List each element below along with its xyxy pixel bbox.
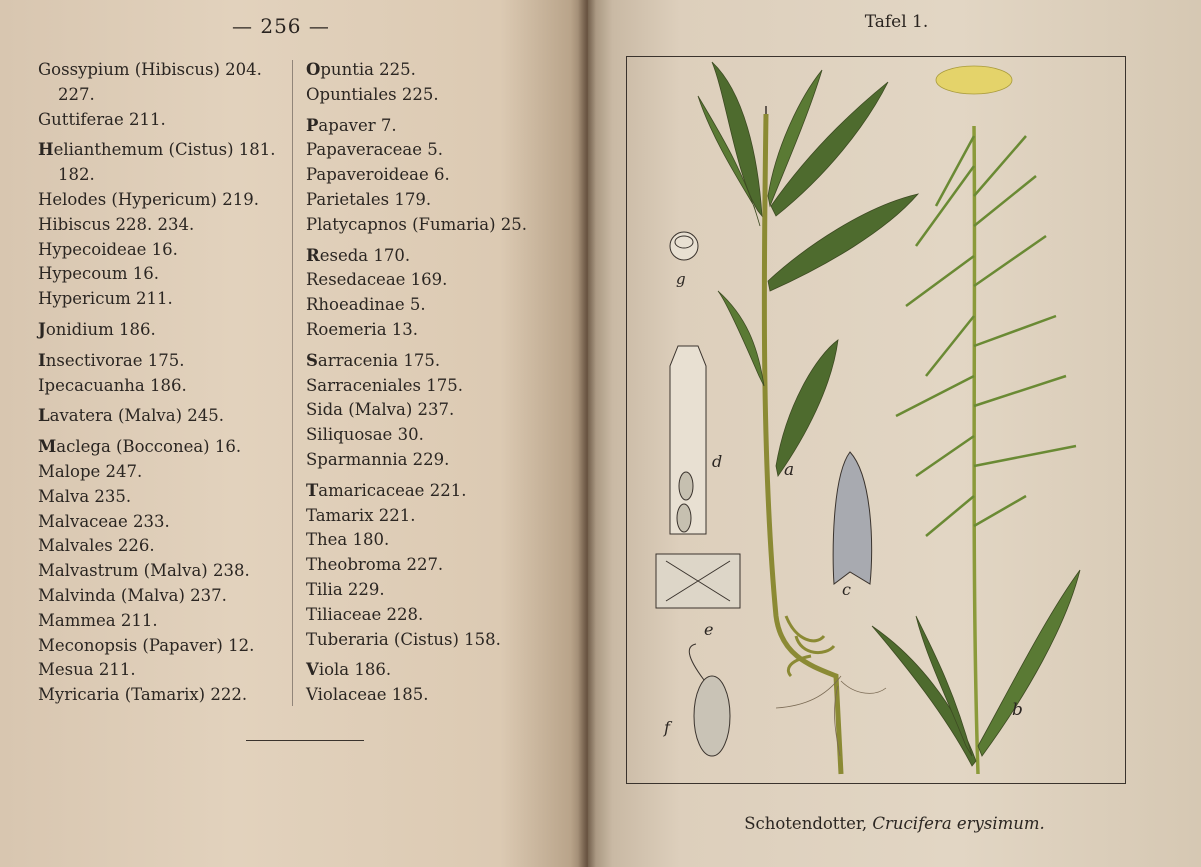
entry-text: Thea 180. [306, 530, 390, 550]
botanical-illustration [626, 56, 1126, 784]
entry-text: Ipecacuanha 186. [38, 375, 187, 395]
leaf [978, 570, 1080, 756]
index-entry [38, 138, 276, 163]
leaf [768, 194, 918, 291]
index-entry [38, 460, 276, 485]
figure-label-b: b [1012, 700, 1023, 720]
detail-d [670, 346, 706, 534]
entry-text: Malope 247. [38, 461, 143, 481]
index-entry [306, 504, 527, 529]
index-entry [38, 318, 276, 343]
index-entry [306, 553, 527, 578]
index-entry [38, 510, 276, 535]
entry-text: Gossypium (Hibiscus) 204. [38, 60, 262, 79]
entry-text: Malvales 226. [38, 536, 155, 556]
figure-label-g: g [676, 270, 686, 288]
index-entry [38, 262, 276, 287]
plant-a [698, 62, 918, 774]
entry-text: eseda 170. [319, 245, 411, 265]
index-entry [306, 213, 527, 238]
entry-text: 182. [58, 165, 95, 185]
index-entry [38, 108, 276, 133]
index-entry [306, 628, 527, 653]
index-entry [306, 349, 527, 374]
entry-text: Parietales 179. [306, 189, 432, 209]
index-entry [306, 293, 527, 318]
entry-text: puntia 225. [320, 60, 416, 79]
entry-text: Hibiscus 228. 234. [38, 214, 195, 234]
entry-text: Theobroma 227. [306, 555, 444, 575]
entry-text: Malvaceae 233. [38, 511, 170, 531]
index-entry [38, 609, 276, 634]
entry-text: elianthemum (Cistus) 181. [53, 140, 276, 160]
plate-caption [588, 814, 1201, 833]
index-entry [38, 238, 276, 263]
index-entry [306, 114, 527, 139]
index-entry [306, 83, 527, 108]
index-entry [306, 658, 527, 683]
entry-text: Sparmannia 229. [306, 449, 450, 469]
index-entry [38, 404, 276, 429]
entry-text: nsectivorae 175. [45, 350, 185, 370]
entry-text: Platycapnos (Fumaria) 25. [306, 214, 528, 234]
figure-label-c: c [842, 580, 851, 599]
index-entry [38, 349, 276, 374]
index-entry [38, 374, 276, 399]
index-entry [306, 479, 527, 504]
index-entry [306, 423, 527, 448]
index-entry [306, 603, 527, 628]
index-entry [38, 634, 276, 659]
entry-text: Hypecoideae 16. [38, 239, 178, 259]
entry-initial: O [306, 60, 321, 79]
index-entry [38, 188, 276, 213]
index-entry [306, 683, 527, 708]
entry-text: Malvinda (Malva) 237. [38, 585, 227, 605]
entry-initial: R [306, 245, 320, 265]
entry-text: aclega (Bocconea) 16. [56, 437, 242, 457]
entry-initial: L [38, 406, 50, 426]
index-entry [38, 559, 276, 584]
entry-text: Guttiferae 211. [38, 109, 166, 129]
detail-c [833, 452, 872, 584]
index-entry [306, 398, 527, 423]
entry-text: Hypericum 211. [38, 289, 173, 309]
entry-initial: S [306, 350, 318, 370]
index-entry [38, 83, 276, 108]
entry-text: Myricaria (Tamarix) 222. [38, 685, 248, 705]
index-column-1 [38, 58, 276, 708]
page-number: — 256 — [232, 14, 330, 38]
entry-text: amaricaceae 221. [318, 480, 467, 500]
detail-g [670, 232, 698, 260]
caption-common-name: Schotendotter, [744, 814, 868, 833]
entry-text: Mesua 211. [38, 660, 136, 680]
entry-text: Sarraceniales 175. [306, 375, 463, 395]
entry-initial: J [38, 319, 46, 339]
entry-text: Mammea 211. [38, 610, 158, 630]
end-rule [246, 740, 364, 741]
detail-e [656, 554, 740, 608]
index-entry [306, 448, 527, 473]
index-entry [306, 268, 527, 293]
index-entry [38, 534, 276, 559]
entry-text: onidium 186. [45, 319, 156, 339]
entry-initial: M [38, 437, 57, 457]
entry-initial: H [38, 140, 54, 160]
entry-text: Roemeria 13. [306, 319, 419, 339]
entry-text: Helodes (Hypericum) 219. [38, 189, 259, 209]
index-entry [38, 163, 276, 188]
index-entry [38, 584, 276, 609]
detail-f [689, 644, 730, 756]
entry-text: 227. [58, 84, 95, 104]
figure-label-d: d [712, 452, 723, 471]
entry-text: Resedaceae 169. [306, 270, 448, 290]
index-entry [38, 435, 276, 460]
entry-text: Meconopsis (Papaver) 12. [38, 635, 255, 655]
entry-text: Hypecoum 16. [38, 264, 159, 284]
entry-text: Tiliaceae 228. [306, 604, 424, 624]
entry-text: Tuberaria (Cistus) 158. [306, 629, 501, 649]
index-entry [306, 244, 527, 269]
entry-text: Rhoeadinae 5. [306, 295, 426, 315]
entry-initial: P [306, 115, 319, 135]
entry-text: Opuntiales 225. [306, 84, 439, 104]
index-entry [306, 578, 527, 603]
index-entry [306, 318, 527, 343]
entry-text: apaver 7. [318, 115, 397, 135]
entry-text: Tilia 229. [306, 579, 385, 599]
entry-text: iola 186. [318, 660, 392, 680]
index-entry [306, 58, 527, 83]
figure-label-e: e [704, 620, 714, 639]
entry-text: Tamarix 221. [306, 505, 416, 525]
entry-text: Malvastrum (Malva) 238. [38, 561, 250, 581]
index-entry [306, 374, 527, 399]
index-entry [306, 138, 527, 163]
column-divider [292, 60, 293, 706]
index-entry [38, 658, 276, 683]
index-entry [306, 528, 527, 553]
entry-text: arracenia 175. [317, 350, 441, 370]
leaf [776, 340, 838, 476]
entry-text: Violaceae 185. [306, 685, 429, 705]
index-entry [38, 683, 276, 708]
caption-latin-name: Crucifera erysimum. [872, 814, 1045, 833]
figure-label-a: a [784, 460, 795, 480]
leaf [872, 626, 976, 766]
leaf [718, 291, 764, 386]
figure-label-f: f [664, 718, 670, 737]
entry-initial: V [306, 660, 319, 680]
entry-text: Papaveroideae 6. [306, 165, 450, 185]
index-entry [38, 58, 276, 83]
entry-text: avatera (Malva) 245. [49, 406, 224, 426]
index-entry [38, 485, 276, 510]
entry-text: Papaveraceae 5. [306, 140, 444, 160]
plate-title: Tafel 1. [864, 12, 929, 32]
entry-text: Sida (Malva) 237. [306, 400, 455, 420]
index-column-2 [306, 58, 527, 708]
book-gutter [578, 0, 596, 867]
entry-text: Malva 235. [38, 486, 132, 506]
index-entry [38, 213, 276, 238]
entry-initial: T [306, 480, 319, 500]
plant-b [872, 66, 1080, 774]
index-entry [306, 163, 527, 188]
index-entry [38, 287, 276, 312]
index-entry [306, 188, 527, 213]
entry-text: Siliquosae 30. [306, 425, 424, 445]
entry-initial: I [38, 350, 46, 370]
